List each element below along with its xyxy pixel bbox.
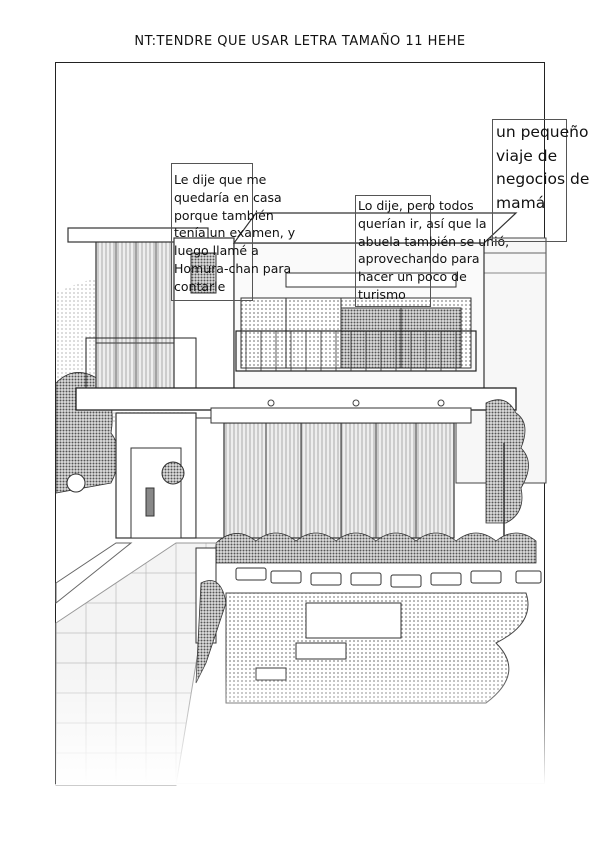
manga-panel bbox=[55, 62, 590, 784]
translator-note: NT:TENDRE QUE USAR LETRA TAMAÑO 11 HEHE bbox=[134, 34, 466, 49]
speech-bubble-text: un pequeño viaje de negocios de mamá bbox=[496, 123, 590, 212]
speech-bubble-text: Le dije que me quedaría en casa porque también tenía un examen, y luego llamé a Homura-chan para contarle bbox=[174, 172, 296, 294]
speech-bubble-right bbox=[496, 121, 606, 215]
speech-bubble-text: Lo dije, pero todos querían ir, así que la abuela también se unió, aprovechando para hacer un poco de turismo bbox=[358, 198, 510, 302]
speech-bubble-left bbox=[174, 171, 314, 295]
